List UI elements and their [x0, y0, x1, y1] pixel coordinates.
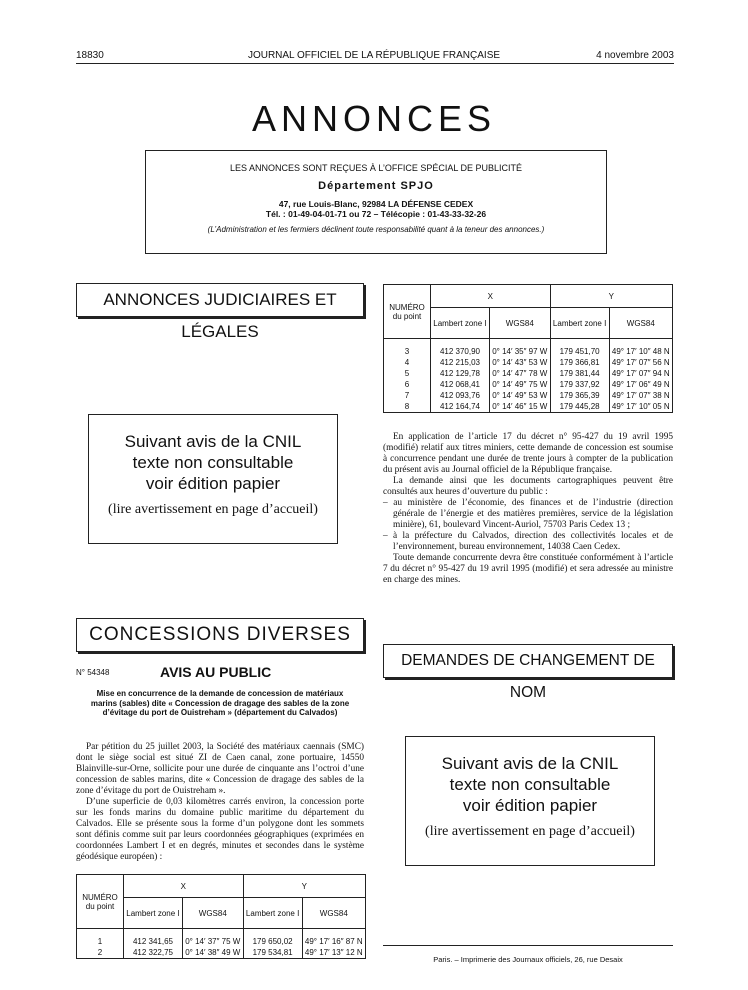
wgs84-x: 0° 14′ 49″ 53 W — [489, 390, 550, 401]
col-lambert-y: Lambert zone I — [243, 898, 302, 929]
list-item: – à la préfecture du Calvados, direction des collectivités locales et de l’environnement, bureau environnement, 14038 Caen Cedex. — [383, 531, 673, 552]
point-number: 2 — [77, 947, 124, 959]
cnil-line-3: voir édition papier — [462, 796, 598, 815]
list-item: – au ministère de l’économie, des finances et de l’industrie (direction générale de l’énergie et des matières premières, service de la législation minière), 61, boulevard Vincent-Auriol, 75703 Paris Cedex 13 ; — [383, 498, 673, 530]
lambert-x: 412 093,76 — [431, 390, 490, 401]
disclaimer: (L’Administration et les fermiers déclinent toute responsabilité quant à la teneur des annonces.) — [207, 225, 545, 235]
cnil-line-4: (lire avertissement en page d’accueil) — [425, 824, 635, 839]
wgs84-y: 49° 17′ 07″ 38 N — [609, 390, 672, 401]
cnil-line-3: voir édition papier — [145, 474, 281, 493]
address: 47, rue Louis-Blanc, 92984 LA DÉFENSE CEDEX — [278, 198, 474, 209]
right-para-1: En application de l’article 17 du décret n° 95-427 du 19 avril 1995 (modifié) relatif aux titres miniers, cette demande de concession est soumise à concurrence pendant une durée de trente jours à compter de la publication du présent avis au Journal officiel de la République française. — [383, 432, 673, 475]
lambert-x: 412 322,75 — [124, 947, 183, 959]
lambert-y: 179 381,44 — [550, 368, 609, 379]
lambert-x: 412 068,41 — [431, 379, 490, 390]
wgs84-y: 49° 17′ 10″ 05 N — [609, 401, 672, 413]
cnil-line-2: texte non consultable — [132, 453, 294, 472]
table-row — [384, 379, 673, 390]
footer-rule — [383, 945, 673, 946]
cnil-notice — [88, 414, 338, 544]
avis-body — [76, 742, 364, 863]
cnil-notice — [405, 736, 655, 866]
col-wgs-y: WGS84 — [302, 898, 365, 929]
section-concessions: CONCESSIONS DIVERSES — [76, 618, 364, 652]
cnil-line-1: Suivant avis de la CNIL — [124, 432, 302, 451]
wgs84-x: 0° 14′ 49″ 75 W — [489, 379, 550, 390]
table-row — [384, 368, 673, 379]
point-number: 5 — [384, 368, 431, 379]
wgs84-x: 0° 14′ 37″ 75 W — [182, 929, 243, 948]
point-number: 1 — [77, 929, 124, 948]
col-x: X — [431, 285, 551, 308]
cnil-line-1: Suivant avis de la CNIL — [441, 754, 619, 773]
publicity-box — [145, 150, 607, 254]
lambert-y: 179 650,02 — [243, 929, 302, 948]
department-name: Département SPJO — [318, 179, 434, 192]
wgs84-y: 49° 17′ 06″ 49 N — [609, 379, 672, 390]
wgs84-x: 0° 14′ 47″ 78 W — [489, 368, 550, 379]
lambert-y: 179 365,39 — [550, 390, 609, 401]
phone: Tél. : 01-49-04-01-71 ou 72 – Télécopie : 01-43-33-32-26 — [265, 209, 487, 220]
lambert-y: 179 366,81 — [550, 357, 609, 368]
col-wgs-x: WGS84 — [489, 308, 550, 339]
table-row — [384, 339, 673, 358]
table-row — [77, 929, 366, 948]
col-y: Y — [243, 875, 365, 898]
cnil-line-2: texte non consultable — [449, 775, 611, 794]
avis-para-1: Par pétition du 25 juillet 2003, la Société des matériaux caennais (SMC) dont le siège social est situé ZI de Caen canal, zone portuaire, 14550 Blainville-sur-Orne, sollicite pour une durée de cinquante ans l’octroi d’une concession de sables marins, dite « Concession de dragage des sables de la zone d’évitage du port de Ouistreham ». — [76, 742, 364, 796]
wgs84-y: 49° 17′ 16″ 87 N — [302, 929, 365, 948]
col-lambert-y: Lambert zone I — [550, 308, 609, 339]
page-number: 18830 — [76, 50, 104, 61]
wgs84-x: 0° 14′ 38″ 49 W — [182, 947, 243, 959]
lambert-x: 412 341,65 — [124, 929, 183, 948]
wgs84-y: 49° 17′ 07″ 56 N — [609, 357, 672, 368]
journal-title: JOURNAL OFFICIEL DE LA RÉPUBLIQUE FRANÇAISE — [247, 50, 501, 61]
lambert-x: 412 215,03 — [431, 357, 490, 368]
avis-para-2: D’une superficie de 0,03 kilomètres carrés environ, la concession porte sur les fonds marins du domaine public maritime du département du Calvados. Elle se présente sous la forme d’un polygone dont les sommets sont définis comme suit par leurs coordonnées géographiques (exprimées en coordonnées Lambert I et en degrés, minutes et secondes dans le système géodésique européen) : — [76, 797, 364, 862]
right-para-2: La demande ainsi que les documents cartographiques peuvent être consultés aux heures d’ouverture du public : — [383, 476, 673, 497]
publicity-line: LES ANNONCES SONT REÇUES À L’OFFICE SPÉCIAL DE PUBLICITÉ — [229, 163, 523, 173]
page-title: ANNONCES — [251, 98, 497, 139]
table-row — [77, 947, 366, 959]
lambert-y: 179 445,28 — [550, 401, 609, 413]
lambert-x: 412 370,90 — [431, 339, 490, 358]
avis-title: AVIS AU PUBLIC — [160, 664, 272, 680]
right-body — [383, 432, 673, 586]
wgs84-y: 49° 17′ 07″ 94 N — [609, 368, 672, 379]
lambert-y: 179 337,92 — [550, 379, 609, 390]
table-row — [384, 390, 673, 401]
point-number: 8 — [384, 401, 431, 413]
point-number: 6 — [384, 379, 431, 390]
col-point: NUMÉRO du point — [77, 875, 124, 929]
lambert-x: 412 129,78 — [431, 368, 490, 379]
wgs84-x: 0° 14′ 43″ 53 W — [489, 357, 550, 368]
cnil-line-4: (lire avertissement en page d’accueil) — [108, 502, 318, 517]
col-x: X — [124, 875, 244, 898]
col-wgs-x: WGS84 — [182, 898, 243, 929]
col-lambert-x: Lambert zone I — [431, 308, 490, 339]
coordinates-table-left — [76, 874, 366, 959]
wgs84-x: 0° 14′ 35″ 97 W — [489, 339, 550, 358]
section-changement-nom: DEMANDES DE CHANGEMENT DE NOM — [383, 644, 673, 678]
footer-imprint: Paris. – Imprimerie des Journaux officiels, 26, rue Desaix — [433, 955, 623, 964]
right-para-3: Toute demande concurrente devra être constituée conformément à l’article 7 du décret n° 95-427 du 19 avril 1995 (modifié) et sera adressée au ministre en charge des mines. — [383, 553, 673, 585]
col-y: Y — [550, 285, 672, 308]
wgs84-y: 49° 17′ 13″ 12 N — [302, 947, 365, 959]
lambert-y: 179 451,70 — [550, 339, 609, 358]
point-number: 7 — [384, 390, 431, 401]
section-judiciaires: ANNONCES JUDICIAIRES ET LÉGALES — [76, 283, 364, 317]
col-wgs-y: WGS84 — [609, 308, 672, 339]
table-row — [384, 357, 673, 368]
point-number: 3 — [384, 339, 431, 358]
wgs84-x: 0° 14′ 46″ 15 W — [489, 401, 550, 413]
table-row — [384, 401, 673, 413]
coordinates-table-right — [383, 284, 673, 413]
col-lambert-x: Lambert zone I — [124, 898, 183, 929]
lambert-y: 179 534,81 — [243, 947, 302, 959]
col-point: NUMÉRO du point — [384, 285, 431, 339]
point-number: 4 — [384, 357, 431, 368]
issue-date: 4 novembre 2003 — [596, 50, 674, 61]
avis-number: N° 54348 — [76, 668, 110, 677]
header-rule — [76, 63, 674, 64]
lambert-x: 412 164,74 — [431, 401, 490, 413]
wgs84-y: 49° 17′ 10″ 48 N — [609, 339, 672, 358]
avis-subtitle: Mise en concurrence de la demande de concession de matériaux marins (sables) dite « Concession de dragage des sables de la zone d’évitage du port de Ouistreham » (département du Calvados) — [90, 689, 350, 717]
